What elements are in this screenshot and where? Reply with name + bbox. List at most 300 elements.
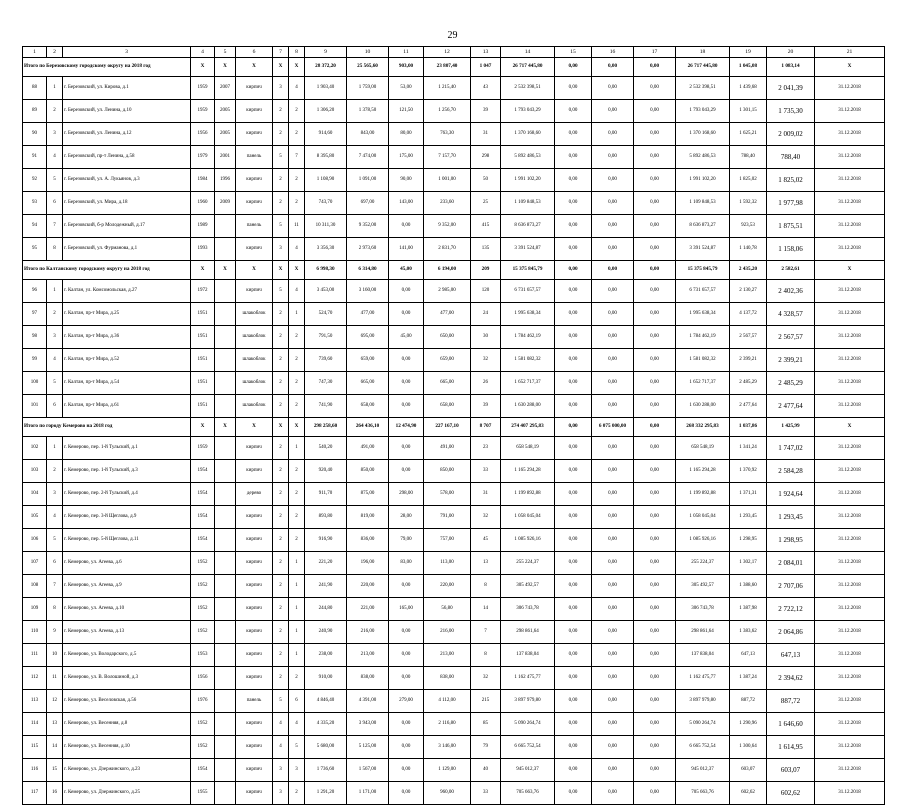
cell-c9: 10 311,30 [305, 215, 347, 238]
column-number: 21 [815, 47, 885, 58]
row-number: 99 [23, 349, 47, 372]
cell-c14: 6 731 657,57 [501, 280, 555, 303]
subtotal-cell-c15: 0,00 [555, 418, 592, 437]
cell-c16: 0,00 [592, 667, 634, 690]
cell-c21: 31.12.2018 [815, 621, 885, 644]
row-number: 96 [23, 280, 47, 303]
cell-c17: 0,00 [634, 506, 676, 529]
cell-c13: 33 [471, 460, 501, 483]
cell-c18: 1 652 717,37 [676, 372, 730, 395]
cell-c10: 1 091,00 [347, 169, 389, 192]
cell-c21: 31.12.2018 [815, 123, 885, 146]
cell-c8: 2 [289, 506, 305, 529]
cell-c18: 306 743,78 [676, 598, 730, 621]
table-row [23, 529, 885, 552]
column-number-row [23, 47, 885, 58]
row-local-number: 4 [47, 146, 63, 169]
subtotal-cell-c4: X [191, 261, 215, 280]
cell-c17: 0,00 [634, 759, 676, 782]
cell-c4: 1989 [191, 215, 215, 238]
cell-c6: шлакоблок [236, 349, 273, 372]
subtotal-cell-c8: X [289, 261, 305, 280]
column-number: 8 [289, 47, 305, 58]
cell-c21: 31.12.2018 [815, 372, 885, 395]
cell-c20: 1 298,95 [767, 529, 815, 552]
subtotal-cell-c19: 2 435,20 [730, 261, 767, 280]
cell-c13: 8 [471, 575, 501, 598]
cell-c19: 1 439,68 [730, 77, 767, 100]
cell-c15: 0,00 [555, 326, 592, 349]
cell-c6: дерево [236, 483, 273, 506]
row-number: 104 [23, 483, 47, 506]
cell-c11: 165,00 [389, 598, 424, 621]
cell-c9: 5 680,00 [305, 736, 347, 759]
cell-c12: 213,00 [424, 644, 471, 667]
cell-c19: 1 302,17 [730, 552, 767, 575]
cell-c14: 1 165 294,28 [501, 460, 555, 483]
cell-c8: 2 [289, 123, 305, 146]
cell-c19: 602,62 [730, 782, 767, 805]
cell-c5 [215, 575, 236, 598]
subtotal-cell-c20: 1 083,14 [767, 58, 815, 77]
cell-c12: 220,00 [424, 575, 471, 598]
cell-c8: 1 [289, 437, 305, 460]
cell-c8: 3 [289, 759, 305, 782]
cell-c13: 25 [471, 192, 501, 215]
cell-c15: 0,00 [555, 667, 592, 690]
subtotal-cell-c19: 1 045,08 [730, 58, 767, 77]
cell-c12: 4 112,00 [424, 690, 471, 713]
cell-c21: 31.12.2018 [815, 77, 885, 100]
cell-c18: 5 090 264,74 [676, 713, 730, 736]
cell-c19: 647,13 [730, 644, 767, 667]
cell-c11: 0,00 [389, 667, 424, 690]
cell-c20: 1 646,60 [767, 713, 815, 736]
cell-c10: 196,00 [347, 552, 389, 575]
column-number: 20 [767, 47, 815, 58]
cell-c20: 1 924,64 [767, 483, 815, 506]
cell-c12: 477,00 [424, 303, 471, 326]
cell-c10: 658,00 [347, 395, 389, 418]
subtotal-cell-c10: 25 565,60 [347, 58, 389, 77]
cell-c4: 1954 [191, 759, 215, 782]
cell-c14: 1 058 045,04 [501, 506, 555, 529]
subtotal-cell-c17: 0,00 [634, 58, 676, 77]
house-address: г. Кемерово, ул. Дзержинского, д.25 [63, 782, 191, 805]
cell-c17: 0,00 [634, 621, 676, 644]
cell-c18: 298 861,64 [676, 621, 730, 644]
cell-c9: 916,90 [305, 529, 347, 552]
cell-c18: 2 532 398,51 [676, 77, 730, 100]
cell-c21: 31.12.2018 [815, 215, 885, 238]
cell-c10: 216,00 [347, 621, 389, 644]
cell-c16: 0,00 [592, 169, 634, 192]
row-number: 95 [23, 238, 47, 261]
cell-c13: 45 [471, 529, 501, 552]
row-local-number: 15 [47, 759, 63, 782]
cell-c14: 298 861,64 [501, 621, 555, 644]
subtotal-cell-c6: X [236, 58, 273, 77]
cell-c17: 0,00 [634, 598, 676, 621]
cell-c6: кирпич [236, 169, 273, 192]
cell-c12: 650,00 [424, 326, 471, 349]
cell-c20: 1 614,95 [767, 736, 815, 759]
house-address: г. Кемерово, ул. Весенняя, д.8 [63, 713, 191, 736]
cell-c17: 0,00 [634, 123, 676, 146]
cell-c21: 31.12.2018 [815, 552, 885, 575]
cell-c7: 3 [273, 759, 289, 782]
cell-c20: 1 825,02 [767, 169, 815, 192]
cell-c4: 1954 [191, 460, 215, 483]
subtotal-cell-c12: 23 807,40 [424, 58, 471, 77]
cell-c5 [215, 460, 236, 483]
house-address: г. Кемерово, ул. Весенняя, д.10 [63, 736, 191, 759]
cell-c16: 0,00 [592, 460, 634, 483]
row-number: 93 [23, 192, 47, 215]
cell-c12: 233,60 [424, 192, 471, 215]
row-local-number: 8 [47, 598, 63, 621]
cell-c19: 1 300,64 [730, 736, 767, 759]
cell-c4: 1956 [191, 123, 215, 146]
cell-c18: 1 109 848,53 [676, 192, 730, 215]
cell-c9: 244,80 [305, 598, 347, 621]
subtotal-cell-c12: 227 167,10 [424, 418, 471, 437]
cell-c15: 0,00 [555, 621, 592, 644]
row-number: 116 [23, 759, 47, 782]
cell-c13: 8 [471, 644, 501, 667]
cell-c14: 5 892 486,53 [501, 146, 555, 169]
subtotal-cell-c11: 903,00 [389, 58, 424, 77]
cell-c12: 7 157,70 [424, 146, 471, 169]
house-address: г. Березовский, б-р Молодежный, д.17 [63, 215, 191, 238]
row-number: 101 [23, 395, 47, 418]
cell-c4: 1979 [191, 146, 215, 169]
cell-c20: 2 485,29 [767, 372, 815, 395]
cell-c7: 2 [273, 192, 289, 215]
row-number: 92 [23, 169, 47, 192]
row-number: 117 [23, 782, 47, 805]
cell-c7: 2 [273, 529, 289, 552]
cell-c9: 8 395,80 [305, 146, 347, 169]
cell-c5 [215, 215, 236, 238]
cell-c10: 695,00 [347, 326, 389, 349]
cell-c11: 0,00 [389, 215, 424, 238]
cell-c20: 2 399,21 [767, 349, 815, 372]
house-address: г. Кемерово, ул. Агеева, д.9 [63, 575, 191, 598]
cell-c16: 0,00 [592, 690, 634, 713]
cell-c13: 23 [471, 437, 501, 460]
cell-c5 [215, 552, 236, 575]
cell-c19: 2 567,57 [730, 326, 767, 349]
cell-c12: 2 116,80 [424, 713, 471, 736]
cell-c13: 298 [471, 146, 501, 169]
table-row [23, 437, 885, 460]
cell-c14: 1 793 043,29 [501, 100, 555, 123]
cell-c19: 1 387,24 [730, 667, 767, 690]
cell-c7: 2 [273, 395, 289, 418]
cell-c5: 1996 [215, 169, 236, 192]
subtotal-cell-c21: X [815, 58, 885, 77]
cell-c11: 0,00 [389, 575, 424, 598]
cell-c9: 1 736,60 [305, 759, 347, 782]
cell-c18: 1 199 892,88 [676, 483, 730, 506]
cell-c10: 850,00 [347, 460, 389, 483]
cell-c9: 1 903,40 [305, 77, 347, 100]
table-row [23, 326, 885, 349]
subtotal-cell-c21: X [815, 261, 885, 280]
cell-c12: 491,00 [424, 437, 471, 460]
cell-c15: 0,00 [555, 713, 592, 736]
row-number: 114 [23, 713, 47, 736]
cell-c15: 0,00 [555, 349, 592, 372]
subtotal-cell-c14: 26 717 445,80 [501, 58, 555, 77]
cell-c10: 665,00 [347, 372, 389, 395]
cell-c4: 1959 [191, 437, 215, 460]
cell-c11: 45,00 [389, 326, 424, 349]
cell-c20: 2 707,06 [767, 575, 815, 598]
cell-c14: 1 109 848,53 [501, 192, 555, 215]
subtotal-cell-c16: 0,00 [592, 261, 634, 280]
cell-c20: 647,13 [767, 644, 815, 667]
cell-c17: 0,00 [634, 349, 676, 372]
cell-c6: кирпич [236, 598, 273, 621]
cell-c16: 0,00 [592, 372, 634, 395]
cell-c17: 0,00 [634, 713, 676, 736]
subtotal-cell-c21: X [815, 418, 885, 437]
cell-c21: 31.12.2018 [815, 100, 885, 123]
cell-c4: 1993 [191, 238, 215, 261]
cell-c6: панель [236, 146, 273, 169]
cell-c17: 0,00 [634, 575, 676, 598]
cell-c7: 2 [273, 598, 289, 621]
subtotal-cell-c10: 264 436,10 [347, 418, 389, 437]
cell-c8: 2 [289, 395, 305, 418]
cell-c12: 216,00 [424, 621, 471, 644]
cell-c4: 1972 [191, 280, 215, 303]
cell-c17: 0,00 [634, 192, 676, 215]
cell-c14: 2 532 398,51 [501, 77, 555, 100]
column-number: 3 [63, 47, 191, 58]
cell-c17: 0,00 [634, 667, 676, 690]
cell-c4: 1954 [191, 529, 215, 552]
cell-c14: 137 838,04 [501, 644, 555, 667]
table-row [23, 667, 885, 690]
cell-c9: 524,70 [305, 303, 347, 326]
column-number: 6 [236, 47, 273, 58]
cell-c7: 3 [273, 782, 289, 805]
cell-c10: 697,00 [347, 192, 389, 215]
table-row [23, 759, 885, 782]
subtotal-cell-c4: X [191, 418, 215, 437]
cell-c13: 120 [471, 280, 501, 303]
cell-c18: 137 838,04 [676, 644, 730, 667]
row-local-number: 2 [47, 100, 63, 123]
cell-c19: 1 371,31 [730, 483, 767, 506]
cell-c16: 0,00 [592, 483, 634, 506]
cell-c6: шлакоблок [236, 303, 273, 326]
cell-c15: 0,00 [555, 736, 592, 759]
cell-c5: 2005 [215, 100, 236, 123]
cell-c8: 2 [289, 483, 305, 506]
table-row [23, 169, 885, 192]
cell-c13: 7 [471, 621, 501, 644]
table-row [23, 575, 885, 598]
cell-c6: кирпич [236, 437, 273, 460]
cell-c12: 1 256,70 [424, 100, 471, 123]
cell-c11: 0,00 [389, 349, 424, 372]
cell-c6: шлакоблок [236, 326, 273, 349]
row-number: 94 [23, 215, 47, 238]
cell-c10: 220,00 [347, 575, 389, 598]
cell-c17: 0,00 [634, 395, 676, 418]
cell-c16: 0,00 [592, 123, 634, 146]
row-number: 115 [23, 736, 47, 759]
cell-c11: 141,00 [389, 238, 424, 261]
cell-c13: 415 [471, 215, 501, 238]
subtotal-cell-c14: 15 375 845,79 [501, 261, 555, 280]
cell-c11: 0,00 [389, 280, 424, 303]
cell-c8: 2 [289, 326, 305, 349]
table-row [23, 552, 885, 575]
cell-c15: 0,00 [555, 303, 592, 326]
cell-c17: 0,00 [634, 77, 676, 100]
cell-c15: 0,00 [555, 644, 592, 667]
house-address: г. Кемерово, ул. Агеева, д.13 [63, 621, 191, 644]
cell-c10: 4 391,00 [347, 690, 389, 713]
cell-c6: кирпич [236, 77, 273, 100]
cell-c19: 1 301,15 [730, 100, 767, 123]
cell-c19: 2 485,29 [730, 372, 767, 395]
cell-c10: 1 171,00 [347, 782, 389, 805]
column-number: 14 [501, 47, 555, 58]
cell-c6: панель [236, 690, 273, 713]
cell-c17: 0,00 [634, 690, 676, 713]
cell-c20: 1 977,98 [767, 192, 815, 215]
cell-c13: 215 [471, 690, 501, 713]
cell-c13: 30 [471, 326, 501, 349]
cell-c10: 843,00 [347, 123, 389, 146]
cell-c10: 875,00 [347, 483, 389, 506]
table-row [23, 621, 885, 644]
cell-c11: 28,00 [389, 506, 424, 529]
cell-c19: 603,07 [730, 759, 767, 782]
cell-c13: 135 [471, 238, 501, 261]
cell-c17: 0,00 [634, 529, 676, 552]
subtotal-cell-c8: X [289, 418, 305, 437]
cell-c16: 0,00 [592, 575, 634, 598]
cell-c14: 1 652 717,37 [501, 372, 555, 395]
cell-c6: панель [236, 215, 273, 238]
cell-c7: 4 [273, 736, 289, 759]
cell-c4: 1953 [191, 644, 215, 667]
cell-c21: 31.12.2018 [815, 349, 885, 372]
cell-c6: кирпич [236, 782, 273, 805]
table-row [23, 372, 885, 395]
cell-c10: 3 943,00 [347, 713, 389, 736]
cell-c15: 0,00 [555, 690, 592, 713]
cell-c11: 83,00 [389, 552, 424, 575]
cell-c15: 0,00 [555, 215, 592, 238]
subtotal-cell-c11: 45,00 [389, 261, 424, 280]
cell-c14: 1 162 475,77 [501, 667, 555, 690]
cell-c14: 1 784 462,19 [501, 326, 555, 349]
cell-c11: 0,00 [389, 621, 424, 644]
cell-c14: 306 743,78 [501, 598, 555, 621]
cell-c9: 3 356,30 [305, 238, 347, 261]
cell-c5 [215, 238, 236, 261]
table-row [23, 123, 885, 146]
house-address: г. Кемерово, ул. Агеева, д.6 [63, 552, 191, 575]
cell-c9: 743,70 [305, 192, 347, 215]
cell-c7: 2 [273, 326, 289, 349]
cell-c14: 3 391 524,87 [501, 238, 555, 261]
row-local-number: 2 [47, 303, 63, 326]
house-address: г. Березовский, пр-т Ленина, д.58 [63, 146, 191, 169]
row-number: 100 [23, 372, 47, 395]
cell-c13: 31 [471, 123, 501, 146]
cell-c16: 0,00 [592, 598, 634, 621]
cell-c16: 0,00 [592, 736, 634, 759]
cell-c18: 5 892 486,53 [676, 146, 730, 169]
subtotal-cell-c11: 12 474,90 [389, 418, 424, 437]
row-local-number: 3 [47, 123, 63, 146]
cell-c21: 31.12.2018 [815, 529, 885, 552]
cell-c14: 1 370 168,60 [501, 123, 555, 146]
row-local-number: 11 [47, 667, 63, 690]
cell-c17: 0,00 [634, 303, 676, 326]
cell-c8: 11 [289, 215, 305, 238]
cell-c16: 0,00 [592, 192, 634, 215]
cell-c7: 2 [273, 575, 289, 598]
column-number: 12 [424, 47, 471, 58]
cell-c7: 2 [273, 349, 289, 372]
cell-c8: 1 [289, 552, 305, 575]
cell-c13: 24 [471, 303, 501, 326]
cell-c18: 3 897 979,80 [676, 690, 730, 713]
cell-c12: 838,00 [424, 667, 471, 690]
house-address: г. Калтан, пр-т Мира, д.61 [63, 395, 191, 418]
cell-c13: 26 [471, 372, 501, 395]
cell-c8: 4 [289, 238, 305, 261]
cell-c18: 1 581 082,32 [676, 349, 730, 372]
cell-c4: 1959 [191, 100, 215, 123]
cell-c5: 2009 [215, 192, 236, 215]
row-local-number: 3 [47, 326, 63, 349]
cell-c11: 0,00 [389, 644, 424, 667]
cell-c12: 113,00 [424, 552, 471, 575]
cell-c4: 1959 [191, 77, 215, 100]
cell-c11: 121,50 [389, 100, 424, 123]
cell-c7: 2 [273, 169, 289, 192]
cell-c5 [215, 437, 236, 460]
cell-c14: 3 897 979,80 [501, 690, 555, 713]
house-address: г. Березовский, ул. Ленина, д.12 [63, 123, 191, 146]
cell-c9: 911,70 [305, 483, 347, 506]
cell-c12: 1 129,00 [424, 759, 471, 782]
cell-c11: 0,00 [389, 736, 424, 759]
cell-c5: 2007 [215, 77, 236, 100]
cell-c4: 1952 [191, 621, 215, 644]
cell-c9: 3 453,00 [305, 280, 347, 303]
cell-c5 [215, 326, 236, 349]
house-address: г. Калтан, пр-т Мира, д.52 [63, 349, 191, 372]
column-number: 10 [347, 47, 389, 58]
cell-c9: 910,00 [305, 667, 347, 690]
cell-c18: 1 085 926,16 [676, 529, 730, 552]
subtotal-row [23, 58, 885, 77]
cell-c15: 0,00 [555, 169, 592, 192]
subtotal-cell-c7: X [273, 261, 289, 280]
